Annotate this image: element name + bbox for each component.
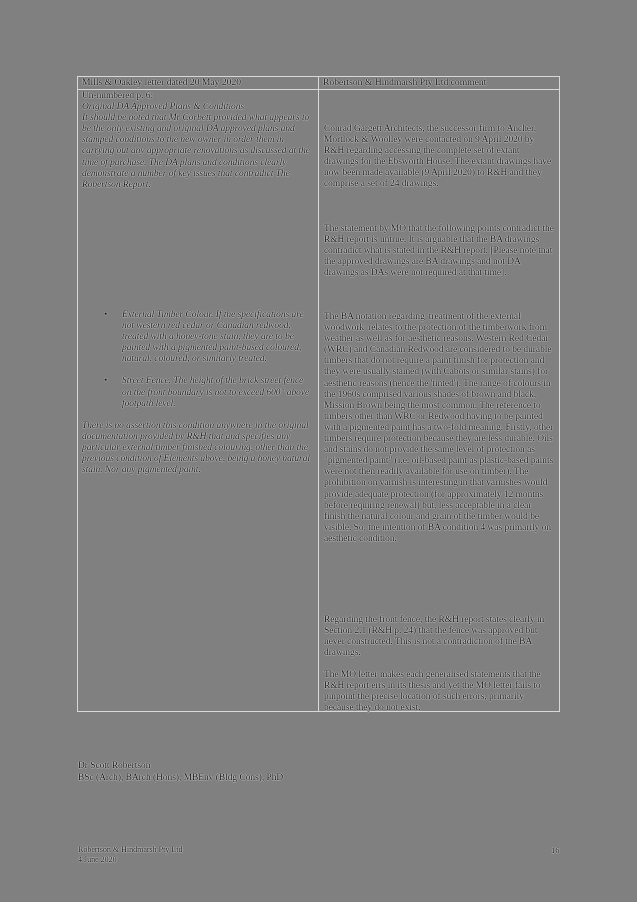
footer-date: 4 June 2020	[78, 854, 117, 864]
footer-company: Robertson & Hindmarsh Pty Ltd	[78, 845, 183, 854]
page-number: 16	[551, 845, 560, 855]
right-paragraph-5: The MO letter makes each generalised statements that the R&H report errs in its thesis and yet the MO letter fails to pinpoint the precise location of such errors, primarily because they do not exist.	[324, 670, 541, 714]
header-mills-oakley: Mills & Oakley letter dated 20 May 2020	[78, 77, 319, 89]
bullet-icon: •	[104, 376, 108, 387]
right-paragraph-1: Conrad Gargett Architects, the successor firm to Ancher, Mortlock & Woolley were contacted on 9 April 2020 by R&H regarding accessing the complete set of extant drawings for the Ebsworth House. The extant drawings have now been made available (9 April 2020) to R&H and they comprise a set of 24 drawings.	[324, 124, 552, 190]
mills-oakley-column	[78, 90, 319, 712]
header-rh-comment: Robertson & Hindmarsh Pty Ltd comment	[323, 77, 487, 88]
subheading: Original DA Approved Plans & Conditions	[82, 102, 245, 113]
right-paragraph-3: The BA notation regarding 'treatment of the external woodwork' relates to the protection of the timberwork from weather as well as for aesthetic reasons. Western Red Cedar (WRC) and Canadian Redwood are considered to be durable timbers that do not require a paint finish for protection and they were usually stained (with Cabots or similar stains) for aesthetic reasons (hence the 'tinted'). The range of colours in the 1960s comprised various shades of brown and black, Mission Brown being the most common. The reference to timbers other than WRC or Redwood having to be painted with a pigmented paint has a two-fold meaning. Firstly, other timbers require protection because they are less durable. Oils and stains do not provide the same level of protection as "pigmented paint" (i.e. oil-based paint as plastic-based paints were not then readily available for use on timber). The prohibition on varnish is interesting in that varnishes would provide adequate protection (for approximately 12 months before requiring renewal) but, less acceptable in a clear finish the natural colour and grain of the timber would be visible. So, the intention of BA condition 4 was primarily on aesthetic condition.	[324, 312, 554, 544]
right-paragraph-2: The statement by MO that the following points contradict the R&H report is untrue. It is arguable that the BA drawings contradict what is stated in the R&H report. [Please note that the approved drawings are BA drawings and not DA drawings as DAs were not required at that time].	[324, 224, 554, 279]
table-body-row	[78, 90, 559, 712]
signature-block	[78, 760, 283, 784]
comments-table	[77, 76, 560, 712]
right-paragraph-4: Regarding the front fence, the R&H report states clearly in Section 2.1 (R&H p. 24) that the fence was approved but never constructed. This is not a contradiction of the BA drawings.	[324, 615, 545, 659]
bullet-list	[82, 310, 314, 410]
table-header-row	[78, 77, 559, 90]
signatory-credentials: BSc (Arch), BArch (Hons), MBEnv (Bldg Cons), PhD	[78, 773, 284, 783]
bullet-item: • Street Fence. The height of the brick street fence on the front boundary is not to exceed 600" above footpath level.	[104, 376, 310, 409]
signatory-name: Dr Scott Robertson	[78, 761, 151, 771]
bullet-list-container	[82, 310, 314, 476]
page-reference: Un-numbered p. 6:	[82, 91, 154, 101]
bullet-icon: •	[104, 310, 108, 320]
footer	[78, 845, 182, 864]
left-paragraph-2: There is no assertion this condition anywhere in the original documentation provided by R&H that and specifies any particular external timber finished colouring, other than the previous condition of Elements above, being a honey natural stain. Nor any pigmented paint.	[82, 420, 310, 476]
rh-comment-column	[319, 90, 559, 712]
bullet-item: • External Timber Colour. If the specifications are not western red cedar or Canadian redwood, treated with a honey-tone stain, they are to be painted with a pigmented paint-based coloured, natural, coloured, or similarly treated.	[104, 310, 304, 365]
left-paragraph-1: It should be noted that Mr Corbett provided what appears to be the only existing and original DA approved plans and stamped conditions to the new owner in order them in carrying out any appropriate renovations as discussed at the time of purchase. The DA plans and conditions clearly demonstrate a number of key issues that contradict The Robertson Report:	[82, 113, 310, 190]
